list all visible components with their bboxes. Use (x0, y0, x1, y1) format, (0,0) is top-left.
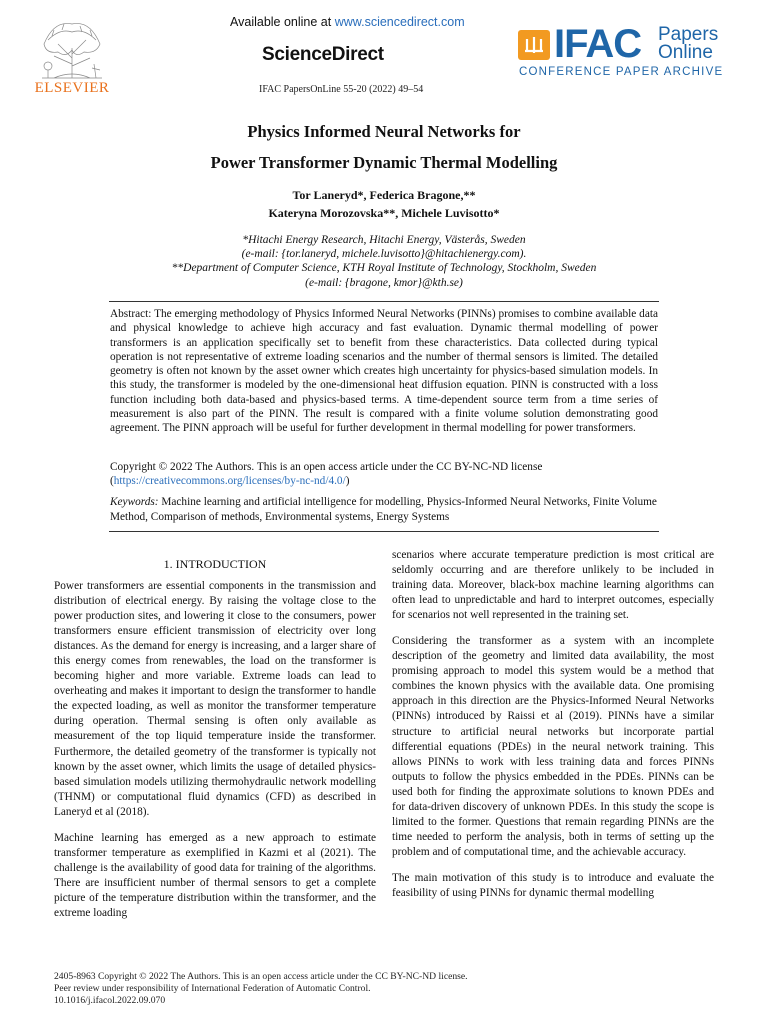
license-link[interactable]: https://creativecommons.org/licenses/by-nc-nd/4.0/ (113, 475, 346, 488)
right-column (392, 548, 714, 912)
keywords (110, 495, 658, 525)
footer-copyright: 2405-8963 Copyright © 2022 The Authors. This is an open access article under the CC BY-NC-ND license. (54, 971, 468, 982)
license-close-paren: ) (345, 475, 350, 488)
available-online-line (230, 15, 465, 29)
intro-paragraph-5: The main motivation of this study is to introduce and evaluate the feasibility of using PINNs for dynamic thermal modelling (392, 871, 714, 899)
abstract-top-rule (109, 301, 659, 302)
sciencedirect-logo-text: ScienceDirect (262, 44, 384, 65)
abstract-bottom-rule (109, 531, 659, 532)
intro-paragraph-3: scenarios where accurate temperature prediction is most critical are seldomly occurring and are therefore unlikely to be included in training data. Moreover, black-box machine learning algorithms can often lead to unpredictable and hard to interpret outcomes, especially for scenarios not well represented in the training set. (392, 549, 714, 622)
authors-line-1: Tor Laneryd*, Federica Bragone,** (292, 188, 476, 202)
footer-doi[interactable]: 10.1016/j.ifacol.2022.09.070 (54, 995, 166, 1006)
affiliation-email-2: (e-mail: {bragone, kmor}@kth.se) (305, 277, 463, 289)
online-word: Online (658, 42, 713, 63)
left-column (54, 579, 376, 932)
papers-online-text (658, 26, 718, 62)
papers-word: Papers (658, 24, 719, 45)
journal-reference: IFAC PapersOnLine 55-20 (2022) 49–54 (259, 84, 424, 95)
sciencedirect-link[interactable]: www.sciencedirect.com (334, 15, 465, 29)
intro-paragraph-2: Machine learning has emerged as a new approach to estimate transformer temperature as exemplified in Kazmi et al (2021). The challenge is the availability of good data for training of the algorithms. There are insufficient number of thermal sensors to get a complete picture of the temperature distribution within the transformer, and the extreme loading (54, 831, 376, 919)
keywords-text: Machine learning and artificial intelligence for modelling, Physics-Informed Neural Networks, Finite Volume Method, Comparison of methods, Environmental systems, Energy Systems (110, 496, 657, 523)
copyright-notice (110, 460, 658, 489)
ifac-logo-text: IFAC (554, 22, 642, 66)
page-footer (54, 971, 468, 1007)
copyright-text: Copyright © 2022 The Authors. This is an open access article under the CC BY-NC-ND license (110, 461, 543, 473)
authors-line-2: Kateryna Morozovska**, Michele Luvisotto* (268, 206, 500, 220)
intro-paragraph-4: Considering the transformer as a system with an incomplete description of the geometry and limited data availability, the most promising approach to model this system would be a method that combines the known physics with the available data. One promising approach in this direction are the Physics-Informed Neural Networks (PINNs) introduced by Raissi et al (2019). PINNs have a similar structure to artificial neural networks but incorporate partial differential equations (PDEs) in the neural network training. This allows PINNs to work with less training data and forces PINNs outputs to follow the physics embedded in the PDEs. PINNs can be used both for finding the approximate solutions to known PDEs and for data-driven discovery of unknown PDEs. In this study the scope is limited to the former. Questions that remain regarding PINNs are the time needed to perform the analysis, both in terms of setting up the problem and of computational time, and the achievable accuracy. (392, 635, 714, 858)
affiliation-line-2: **Department of Computer Science, KTH Royal Institute of Technology, Stockholm, Sweden (171, 262, 597, 274)
license-open-paren: ( (110, 475, 114, 488)
conference-paper-archive-text: CONFERENCE PAPER ARCHIVE (519, 66, 724, 78)
affiliation-email-1: (e-mail: {tor.laneryd, michele.luvisotto}@hitachienergy.com). (241, 248, 527, 260)
section-heading-introduction: 1. INTRODUCTION (163, 557, 267, 571)
affiliation-line-1: *Hitachi Energy Research, Hitachi Energy, Västerås, Sweden (242, 234, 526, 246)
paper-title-line-1: Physics Informed Neural Networks for (247, 122, 521, 141)
available-online-prefix: Available online at (230, 15, 335, 29)
elsevier-logo-text: ELSEVIER (34, 80, 110, 96)
intro-paragraph-1: Power transformers are essential components in the transmission and distribution of electrical energy. By raising the voltage close to the power production sites, and lowering it close to the consumers, power transformers ensure efficient transmission of electricity over long distances. As the demand for energy is increasing, and a larger share of this energy comes from renewables, the load on the transformer is becoming higher and more variable. Extreme loads can lead to overheating and makes it important to design the transformer to handle the expected loading, as well as monitor the transformer temperature during operation. Thermal sensing is often only available as measurement of the top liquid temperature inside the transformer. Furthermore, the detailed geometry of the transformer is typically not known by the asset owner, which limits the usage of detailed physics-based simulation models utilizing thermohydraulic network modelling (THNM) or computational fluid dynamics (CFD) as described in Laneryd et al (2018). (54, 580, 376, 818)
paper-title-line-2: Power Transformer Dynamic Thermal Modelling (210, 153, 558, 172)
keywords-label: Keywords: (110, 496, 159, 508)
abstract-text: Abstract: The emerging methodology of Physics Informed Neural Networks (PINNs) promises to combine available data and physical knowledge to achieve high accuracy and fast evaluation. Dynamic thermal modelling of power transformers is an application specifically set to benefit from these characteristics. Data collected during typical operation is not representative of extreme loading scenarios and the number of thermal sensors is limited. The detailed geometry is often not known by the asset owner which creates high uncertainty for physics-based simulation models. In this study, the transformer is modeled by the one-dimensional heat diffusion equation. PINN is constructed with a loss function including both data-based and physics-based terms. A time-dependent source term from a time series of measurement is also part of the PINN. The result is compared with a finite volume solution demonstrating good agreement. The PINN approach will be useful for further development in thermal modelling for power transformers. (110, 308, 658, 435)
footer-peer-review: Peer review under responsibility of International Federation of Automatic Control. (54, 983, 371, 994)
ifac-emblem-icon (518, 30, 550, 60)
